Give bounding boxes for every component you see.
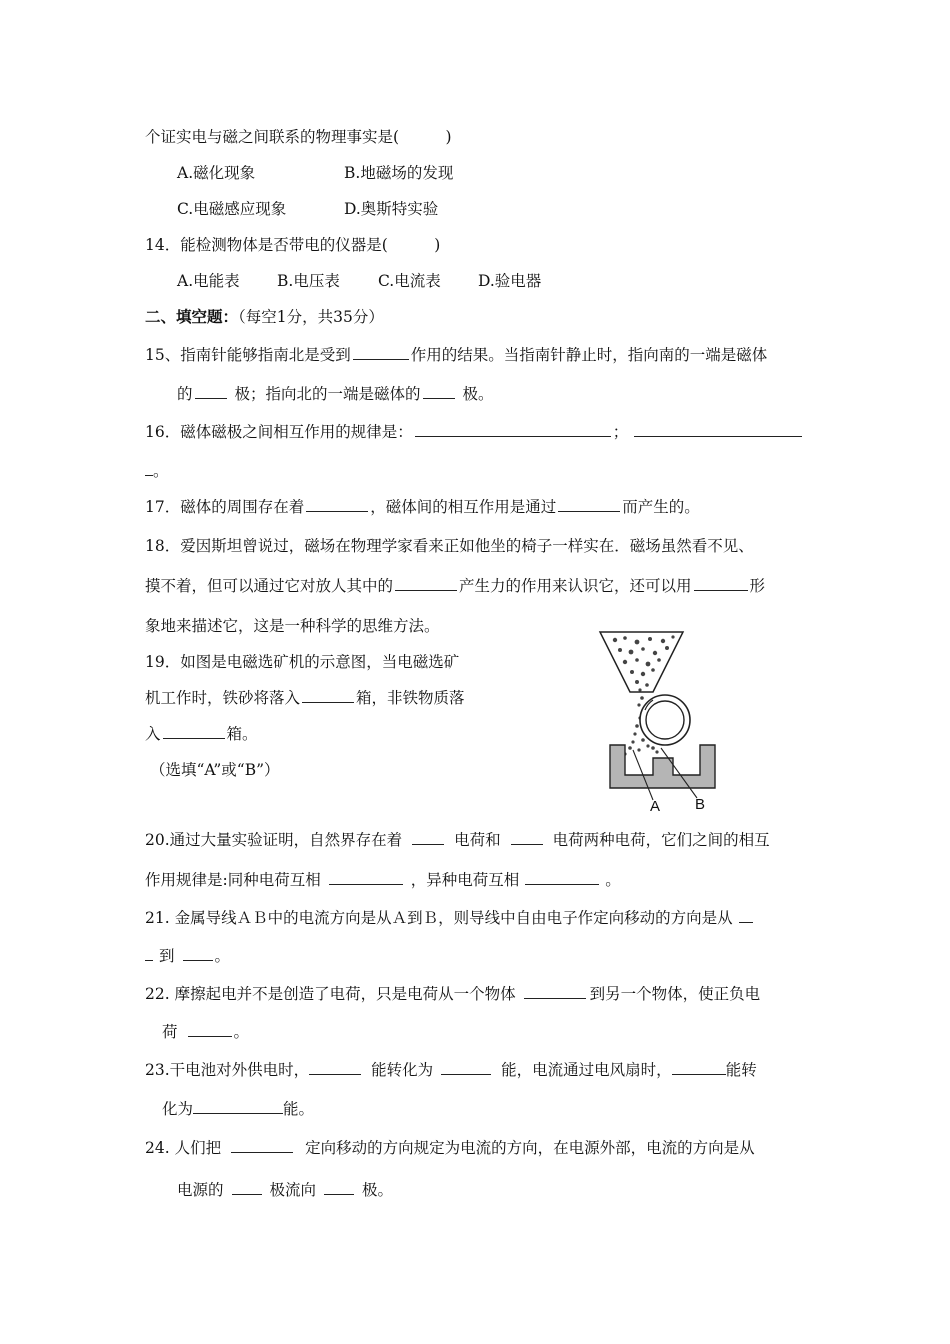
- q20-text: 电荷和: [454, 831, 501, 849]
- q19-text: 入: [145, 725, 161, 743]
- answer-blank[interactable]: [739, 908, 753, 923]
- q14-option-b: B.电压表: [277, 272, 340, 290]
- answer-blank[interactable]: [353, 345, 409, 360]
- q13-option-a: A.磁化现象: [177, 164, 256, 182]
- q14-option-d: D.验电器: [478, 272, 542, 290]
- q18-line-3: 象地来描述它，这是一种科学的思维方法。: [145, 617, 440, 635]
- q19-text: 箱。: [226, 725, 258, 743]
- q22-text: 22. 摩擦起电并不是创造了电荷，只是电荷从一个物体: [145, 985, 516, 1003]
- q16-line-1: [145, 422, 804, 442]
- q19-text: 机工作时，铁砂将落入: [145, 689, 301, 707]
- section-title: 二、填空题：: [145, 307, 239, 326]
- hopper: [600, 632, 683, 692]
- answer-blank[interactable]: [231, 1138, 293, 1153]
- q23-text: 23.干电池对外供电时，: [145, 1061, 310, 1079]
- q21-text: 21. 金属导线ＡＢ中的电流方向是从Ａ到Ｂ，则导线中自由电子作定向移动的方向是从: [145, 909, 733, 927]
- q24-text: 24. 人们把: [145, 1139, 222, 1157]
- ore-separator-figure: [595, 630, 795, 815]
- answer-blank[interactable]: [441, 1060, 491, 1075]
- answer-blank[interactable]: [193, 1099, 283, 1114]
- section-note: （每空1分，共35分）: [238, 308, 384, 326]
- answer-blank[interactable]: [634, 422, 802, 437]
- q15-text: 作用的结果。当指南针静止时，指向南的一端是磁体: [410, 346, 768, 364]
- q22-line-2: [162, 1022, 249, 1042]
- q24-text: 极。: [362, 1181, 394, 1199]
- q15-text: 极；指向北的一端是磁体的: [234, 385, 421, 403]
- q13-option-b: B.地磁场的发现: [344, 164, 454, 182]
- collection-box: [610, 745, 715, 788]
- magnetic-drum-outer: [640, 695, 690, 745]
- q23-text: 能转化为: [371, 1061, 434, 1079]
- answer-blank[interactable]: [163, 724, 225, 739]
- answer-blank[interactable]: [511, 830, 543, 845]
- q18-text: 产生力的作用来认识它，还可以用: [459, 577, 692, 595]
- answer-blank[interactable]: [525, 870, 599, 885]
- figure-label-b: B: [695, 796, 706, 813]
- q19-text: 箱，非铁物质落: [356, 689, 465, 707]
- q24-line-1: [145, 1138, 755, 1158]
- q20-text: 20.通过大量实验证明，自然界存在着: [145, 831, 403, 849]
- answer-blank[interactable]: [145, 946, 153, 961]
- q17-text: ，磁体间的相互作用是通过: [370, 498, 557, 516]
- answer-blank[interactable]: [412, 830, 444, 845]
- q21-line-2: [145, 946, 230, 966]
- answer-blank[interactable]: [329, 870, 403, 885]
- q19-line-1: 19．如图是电磁选矿机的示意图，当电磁选矿: [145, 653, 460, 671]
- q24-text: 极流向: [269, 1181, 317, 1199]
- q19-line-3: [145, 724, 258, 744]
- q21-text: 到: [159, 947, 175, 965]
- q23-line-1: [145, 1060, 757, 1080]
- q21-text: 。: [214, 947, 231, 965]
- q14-option-a: A.电能表: [177, 272, 240, 290]
- answer-blank[interactable]: [183, 946, 213, 961]
- q18-line-2: [145, 576, 765, 596]
- q16-line-2: [145, 461, 169, 481]
- answer-blank[interactable]: [415, 422, 611, 437]
- answer-blank[interactable]: [324, 1180, 354, 1195]
- answer-blank[interactable]: [306, 497, 368, 512]
- q17-line: [145, 497, 700, 517]
- q20-text: 。: [605, 871, 621, 889]
- q18-text: 形: [749, 577, 766, 595]
- q18-text: 摸不着，但可以通过它对放人其中的: [145, 577, 394, 595]
- q13-option-d: D.奥斯特实验: [344, 200, 439, 218]
- q17-text: 而产生的。: [622, 498, 700, 516]
- q15-text: 的: [177, 385, 193, 403]
- answer-blank[interactable]: [524, 984, 586, 999]
- answer-blank[interactable]: [188, 1022, 232, 1037]
- q20-text: ，异种电荷互相: [410, 871, 520, 889]
- q19-line-4: （选填“A”或“B”）: [150, 761, 280, 779]
- q22-text: 。: [233, 1023, 250, 1041]
- q23-text: 能。: [283, 1100, 315, 1118]
- answer-blank[interactable]: [694, 576, 748, 591]
- q20-text: 电荷两种电荷，它们之间的相互: [552, 831, 770, 849]
- q23-text: 化为: [162, 1100, 194, 1118]
- q15-text: 极。: [462, 385, 494, 403]
- answer-blank[interactable]: [309, 1060, 361, 1075]
- q15-text: 15、指南针能够指南北是受到: [145, 346, 351, 364]
- q23-text: 能转: [725, 1061, 757, 1079]
- q14-stem: 14．能检测物体是否带电的仪器是( ): [145, 236, 441, 254]
- answer-blank[interactable]: [558, 497, 620, 512]
- q16-text: 。: [153, 462, 169, 480]
- answer-blank[interactable]: [423, 384, 455, 399]
- section-heading: [145, 307, 384, 327]
- q24-text: 定向移动的方向规定为电流的方向，在电源外部，电流的方向是从: [305, 1139, 755, 1157]
- q22-text: 荷: [162, 1023, 178, 1041]
- q22-line-1: [145, 984, 760, 1004]
- q17-text: 17．磁体的周围存在着: [145, 498, 305, 516]
- q20-line-1: [145, 830, 770, 850]
- q23-line-2: [162, 1099, 314, 1119]
- q18-line-1: 18．爱因斯坦曾说过，磁场在物理学家看来正如他坐的椅子一样实在．磁场虽然看不见、: [145, 537, 754, 555]
- q21-line-1: [145, 908, 755, 928]
- answer-blank[interactable]: [145, 461, 153, 476]
- q22-text: 到另一个物体，使正负电: [589, 985, 761, 1003]
- answer-blank[interactable]: [302, 688, 354, 703]
- q19-line-2: [145, 688, 465, 708]
- q15-line-1: [145, 345, 767, 365]
- q24-text: 电源的: [177, 1181, 224, 1199]
- q24-line-2: [177, 1180, 393, 1200]
- q15-line-2: [177, 384, 494, 404]
- q13-stem: 个证实电与磁之间联系的物理事实是( ): [145, 128, 452, 146]
- q20-text: 作用规律是:同种电荷互相: [145, 871, 321, 889]
- q16-text: ；: [612, 423, 629, 441]
- answer-blank[interactable]: [232, 1180, 262, 1195]
- q20-line-2: [145, 870, 621, 890]
- q23-text: 能，电流通过电风扇时，: [501, 1061, 672, 1079]
- answer-blank[interactable]: [195, 384, 227, 399]
- q16-text: 16．磁体磁极之间相互作用的规律是：: [145, 423, 413, 441]
- q13-option-c: C.电磁感应现象: [177, 200, 287, 218]
- q14-option-c: C.电流表: [378, 272, 441, 290]
- figure-label-a: A: [650, 798, 661, 815]
- answer-blank[interactable]: [395, 576, 457, 591]
- answer-blank[interactable]: [672, 1060, 726, 1075]
